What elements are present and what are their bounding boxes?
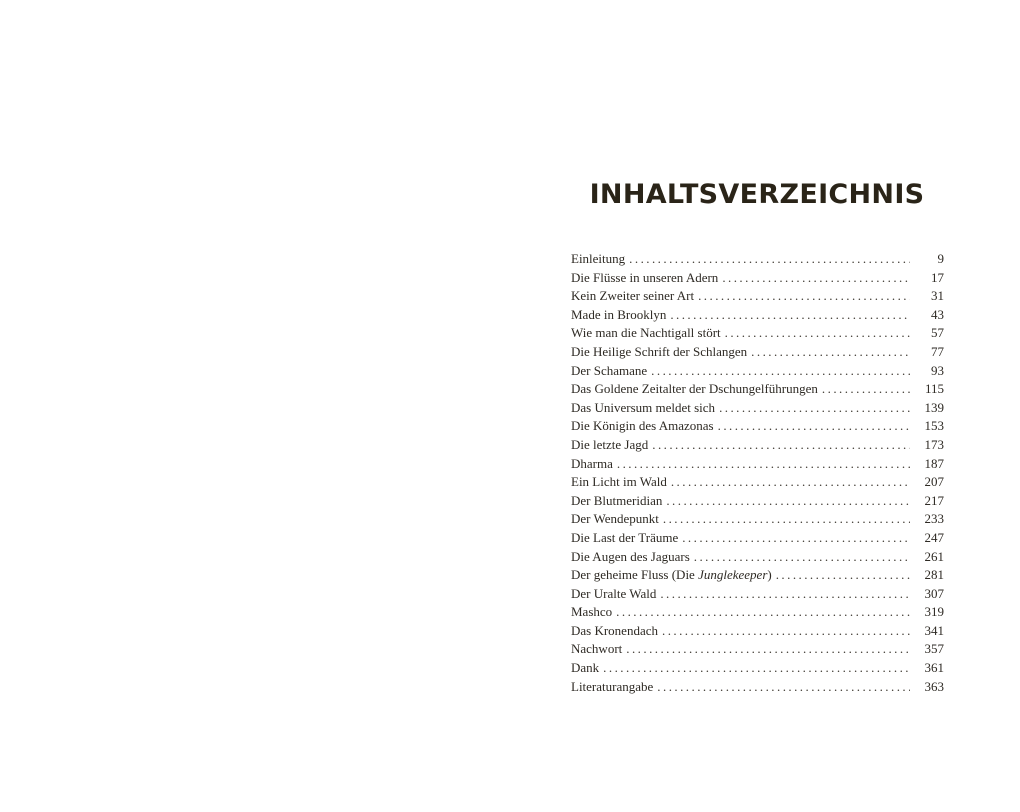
toc-entry-label: [571, 640, 626, 659]
toc-entry-page-number: 307: [924, 585, 944, 601]
toc-entry-title: Die Königin des Amazonas: [571, 418, 714, 434]
toc-entry-label: [571, 585, 660, 604]
toc-entry-label: [571, 287, 698, 306]
toc-title: INHALTSVERZEICHNIS: [589, 179, 925, 210]
dot-leader: [629, 250, 910, 269]
toc-entry-title: Das Universum meldet sich: [571, 399, 716, 415]
toc-entry-page-number: 153: [924, 418, 944, 434]
toc-entry: [571, 362, 944, 381]
toc-entry-page-number: 357: [924, 641, 944, 657]
dot-leader: [694, 548, 910, 567]
toc-entry-page-number: 187: [924, 455, 944, 471]
toc-entry-label: [571, 436, 652, 455]
toc-entry: [571, 343, 944, 362]
toc-entry-page-number: 217: [924, 492, 944, 508]
toc-entry-title: Der Uralte Wald: [571, 585, 657, 601]
toc-entry-title: Die Augen des Jaguars: [571, 548, 690, 564]
toc-entry-title: Der geheime Fluss (Die: [571, 567, 699, 583]
toc-entry-label: [571, 306, 670, 325]
toc-entry-label: [571, 492, 666, 511]
toc-entry: [571, 399, 944, 418]
dot-leader: [666, 492, 910, 511]
toc-entry-page-number: 233: [924, 511, 944, 527]
toc-entry: [571, 250, 944, 269]
toc-entry: [571, 324, 944, 343]
toc-entry-page-number: 363: [924, 678, 944, 694]
toc-entry-title: Der Wendepunkt: [571, 511, 659, 527]
dot-leader: [671, 473, 910, 492]
toc-entry: [571, 603, 944, 622]
dot-leader: [652, 436, 910, 455]
toc-entry-title: Die letzte Jagd: [571, 436, 649, 452]
toc-entry-label: [571, 566, 776, 585]
toc-entry-title: Ein Licht im Wald: [571, 474, 667, 490]
toc-entry-label: [571, 678, 657, 697]
toc-entry-label: [571, 380, 822, 399]
toc-entry-page-number: 17: [931, 269, 944, 285]
dot-leader: [651, 362, 910, 381]
dot-leader: [776, 566, 910, 585]
toc-list: [571, 250, 944, 696]
toc-entry: [571, 640, 944, 659]
toc-entry: [571, 585, 944, 604]
toc-entry-label: [571, 659, 603, 678]
toc-entry: [571, 548, 944, 567]
toc-entry: [571, 287, 944, 306]
toc-entry-label: [571, 269, 722, 288]
toc-entry-label: [571, 324, 725, 343]
toc-entry-label: [571, 250, 629, 269]
toc-entry-title-italic: Junglekeeper: [698, 567, 768, 583]
toc-entry: [571, 510, 944, 529]
toc-entry-page-number: 31: [931, 288, 944, 304]
toc-entry-title: Das Kronendach: [571, 622, 658, 638]
toc-entry-page-number: 93: [931, 362, 944, 378]
dot-leader: [751, 343, 910, 362]
toc-entry-label: [571, 399, 719, 418]
toc-entry-label: [571, 455, 617, 474]
dot-leader: [657, 678, 910, 697]
toc-entry-page-number: 115: [924, 381, 944, 397]
dot-leader: [670, 306, 910, 325]
toc-entry-title: Die Heilige Schrift der Schlangen: [571, 343, 748, 359]
toc-entry-page-number: 247: [924, 529, 944, 545]
toc-entry-page-number: 341: [924, 622, 944, 638]
dot-leader: [616, 603, 910, 622]
toc-entry-title: Einleitung: [571, 251, 626, 266]
dot-leader: [682, 529, 910, 548]
toc-entry: [571, 380, 944, 399]
toc-entry-label: [571, 548, 694, 567]
toc-entry-title: Die Last der Träume: [571, 529, 679, 545]
toc-entry: [571, 566, 944, 585]
toc-entry-title: Wie man die Nachtigall stört: [571, 325, 721, 341]
toc-entry-title: Kein Zweiter seiner Art: [571, 288, 695, 304]
dot-leader: [718, 417, 910, 436]
toc-entry-label: [571, 603, 616, 622]
dot-leader: [722, 269, 910, 288]
toc-entry: [571, 473, 944, 492]
toc-entry-page-number: 77: [931, 343, 944, 359]
toc-entry-page-number: 173: [924, 436, 944, 452]
dot-leader: [822, 380, 910, 399]
toc-entry-page-number: 361: [924, 660, 944, 676]
toc-entry: [571, 417, 944, 436]
toc-entry-title: Made in Brooklyn: [571, 306, 667, 322]
toc-entry-title: Dank: [571, 660, 600, 676]
toc-entry: [571, 622, 944, 641]
toc-entry-label: [571, 510, 663, 529]
toc-entry-page-number: 139: [924, 399, 944, 415]
toc-entry-title-suffix: ): [767, 567, 772, 583]
toc-entry-page-number: 43: [931, 306, 944, 322]
toc-entry: [571, 269, 944, 288]
toc-entry: [571, 659, 944, 678]
dot-leader: [725, 324, 910, 343]
dot-leader: [603, 659, 910, 678]
toc-entry: [571, 306, 944, 325]
toc-entry-title: Der Schamane: [571, 362, 648, 378]
toc-entry-label: [571, 622, 662, 641]
toc-entry-title: Mashco: [571, 604, 613, 620]
toc-entry-page-number: 9: [937, 251, 944, 266]
toc-entry-label: [571, 417, 718, 436]
toc-entry-label: [571, 362, 651, 381]
toc-entry: [571, 529, 944, 548]
dot-leader: [617, 455, 910, 474]
dot-leader: [660, 585, 910, 604]
dot-leader: [719, 399, 910, 418]
toc-entry-title: Nachwort: [571, 641, 623, 657]
dot-leader: [663, 510, 910, 529]
toc-entry-title: Das Goldene Zeitalter der Dschungelführungen: [571, 381, 818, 397]
toc-entry: [571, 492, 944, 511]
toc-entry-title: Literaturangabe: [571, 678, 654, 694]
toc-entry-label: [571, 343, 751, 362]
toc-entry-title: Der Blutmeridian: [571, 492, 663, 508]
toc-entry-label: [571, 473, 671, 492]
toc-entry-page-number: 319: [924, 604, 944, 620]
toc-entry-page-number: 57: [931, 325, 944, 341]
toc-entry-page-number: 281: [924, 567, 944, 583]
toc-entry: [571, 678, 944, 697]
toc-entry-label: [571, 529, 682, 548]
toc-entry-page-number: 207: [924, 474, 944, 490]
dot-leader: [662, 622, 910, 641]
toc-entry-title: Dharma: [571, 455, 613, 471]
dot-leader: [698, 287, 910, 306]
toc-entry-page-number: 261: [924, 548, 944, 564]
toc-entry-title: Die Flüsse in unseren Adern: [571, 269, 719, 285]
dot-leader: [626, 640, 910, 659]
toc-entry: [571, 436, 944, 455]
toc-entry: [571, 455, 944, 474]
